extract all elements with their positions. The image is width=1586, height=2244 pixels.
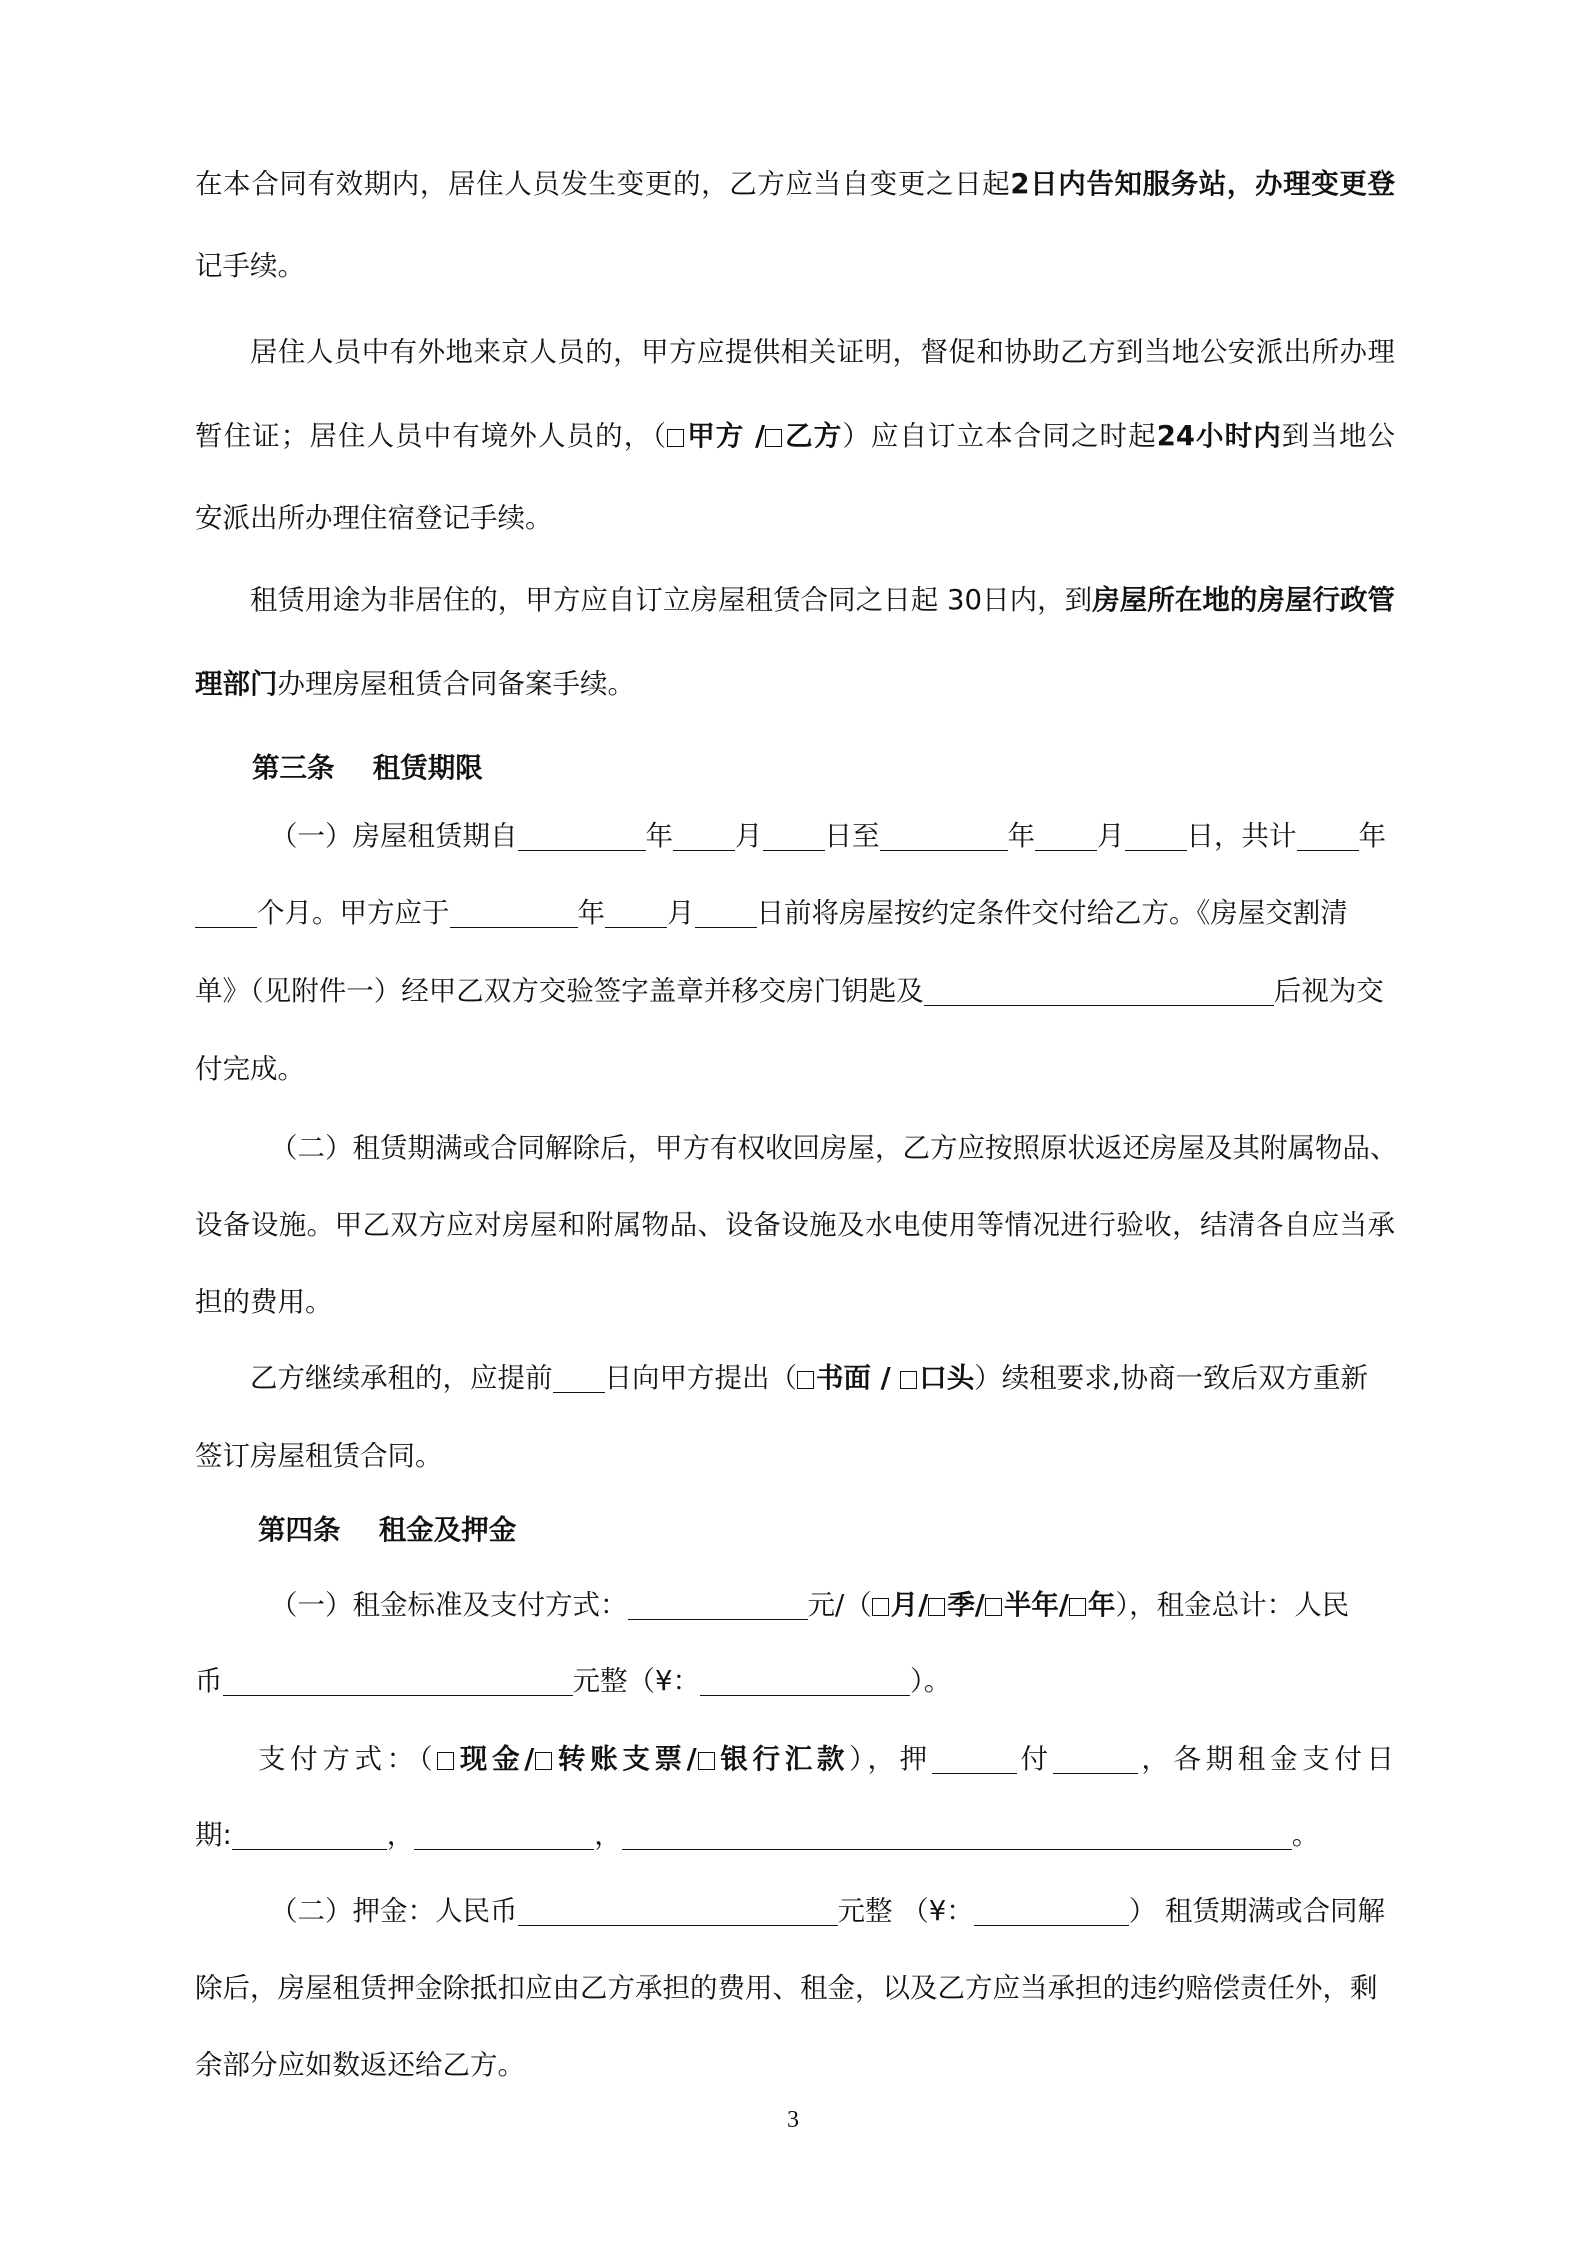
bold-text: 年 bbox=[1087, 1589, 1116, 1621]
text-span: 设备设施。甲乙双方应对房屋和附属物品、设备设施及水电使用等情况进行验收，结清各自应当承 bbox=[195, 1209, 1395, 1241]
blank-end-day[interactable] bbox=[1125, 820, 1187, 851]
blank-rent-amount[interactable] bbox=[628, 1589, 808, 1620]
text-span: 元整（¥： bbox=[572, 1665, 700, 1697]
checkbox-yearly[interactable] bbox=[1069, 1598, 1086, 1616]
text-span: 记手续。 bbox=[195, 250, 305, 282]
text-span: 月 bbox=[735, 820, 763, 852]
bold-text: 理部门 bbox=[195, 668, 278, 700]
article4-rent-line2 bbox=[195, 1663, 951, 1699]
article3-term-line3 bbox=[195, 973, 1384, 1009]
text-span: 单》（见附件一）经甲乙双方交验签字盖章并移交房门钥匙及 bbox=[195, 975, 924, 1007]
para-nonresidential-line2 bbox=[195, 666, 635, 702]
bold-text: 书面 bbox=[816, 1362, 871, 1394]
checkbox-transfer-check[interactable] bbox=[535, 1752, 552, 1770]
blank-rent-total-words[interactable] bbox=[223, 1665, 573, 1696]
renewal-line2 bbox=[195, 1438, 443, 1474]
checkbox-party-a[interactable] bbox=[667, 429, 684, 447]
text-span: ），租金总计：人民 bbox=[1115, 1589, 1350, 1621]
bold-text: 甲方 bbox=[686, 420, 745, 452]
text-span: 日至 bbox=[824, 820, 880, 852]
blank-start-day[interactable] bbox=[763, 820, 825, 851]
article4-deposit-line2 bbox=[195, 1970, 1378, 2006]
blank-end-month[interactable] bbox=[1035, 820, 1097, 851]
article3-return-line3 bbox=[195, 1284, 333, 1320]
article3-return-line2 bbox=[195, 1207, 1395, 1243]
text-span: 在本合同有效期内，居住人员发生变更的，乙方应当自变更之日起 bbox=[195, 168, 1011, 200]
text-span: 签订房屋租赁合同。 bbox=[195, 1440, 443, 1472]
text-span: 办理房屋租赁合同备案手续。 bbox=[277, 668, 635, 700]
text-span: 个月。甲方应于 bbox=[257, 897, 450, 929]
checkbox-party-b[interactable] bbox=[765, 429, 782, 447]
blank-end-year[interactable] bbox=[880, 820, 1008, 851]
text-span: 日，共计 bbox=[1186, 820, 1297, 852]
blank-payment-date-2[interactable] bbox=[414, 1819, 594, 1850]
text-span: 。 bbox=[1291, 1819, 1320, 1851]
para-nonlocal-line3 bbox=[195, 500, 553, 536]
blank-payment-date-1[interactable] bbox=[232, 1819, 387, 1850]
article3-return-line1 bbox=[270, 1130, 1398, 1166]
bold-text: / bbox=[871, 1362, 901, 1394]
blank-pay-months[interactable] bbox=[1053, 1743, 1138, 1774]
text-span: （二）押金：人民币 bbox=[270, 1895, 518, 1927]
checkbox-bank-remittance[interactable] bbox=[698, 1752, 715, 1770]
blank-handover-items[interactable] bbox=[924, 975, 1274, 1006]
blank-start-year[interactable] bbox=[518, 820, 646, 851]
para-nonresidential-line1 bbox=[250, 582, 1395, 618]
bold-text: 2日内 bbox=[1010, 168, 1087, 200]
article3-term-line2 bbox=[195, 895, 1348, 931]
checkbox-oral[interactable] bbox=[900, 1371, 917, 1389]
text-span: 到当地公 bbox=[1281, 420, 1396, 452]
text-span: ）续租要求,协商一致后双方重新 bbox=[974, 1362, 1368, 1394]
blank-delivery-month[interactable] bbox=[605, 897, 667, 928]
renewal-line1 bbox=[250, 1360, 1368, 1396]
text-span: 居住人员中有外地来京人员的，甲方应提供相关证明，督促和协助乙方到当地公安派出所办理 bbox=[250, 336, 1395, 368]
bold-text: 季/ bbox=[947, 1589, 985, 1621]
text-span: 乙方继续承租的，应提前 bbox=[250, 1362, 553, 1394]
text-span: ，各期租金支付日 bbox=[1137, 1743, 1396, 1775]
text-span: 安派出所办理住宿登记手续。 bbox=[195, 502, 553, 534]
article3-heading: 第三条 租赁期限 bbox=[252, 752, 483, 784]
checkbox-cash[interactable] bbox=[437, 1752, 454, 1770]
text-span: （一）租金标准及支付方式： bbox=[270, 1589, 628, 1621]
text-span: 余部分应如数返还给乙方。 bbox=[195, 2049, 525, 2081]
checkbox-half-year[interactable] bbox=[985, 1598, 1002, 1616]
para-nonlocal-line1 bbox=[250, 334, 1395, 370]
text-span: 付 bbox=[1016, 1743, 1053, 1775]
text-span: 除后，房屋租赁押金除抵扣应由乙方承担的费用、租金，以及乙方应当承担的违约赔偿责任外，剩 bbox=[195, 1972, 1378, 2004]
para-nonlocal-line2 bbox=[195, 418, 1395, 454]
article4-deposit-line3 bbox=[195, 2047, 525, 2083]
bold-text: 月/ bbox=[890, 1589, 929, 1621]
bold-text: 转账支票/ bbox=[554, 1743, 698, 1775]
text-span: 年 bbox=[645, 820, 673, 852]
text-span: ）。 bbox=[910, 1665, 952, 1697]
text-span: 担的费用。 bbox=[195, 1286, 333, 1318]
blank-start-month[interactable] bbox=[673, 820, 735, 851]
blank-total-months[interactable] bbox=[195, 897, 257, 928]
bold-text: 房屋所在地的房屋行政管 bbox=[1092, 584, 1396, 616]
text-span: ， bbox=[594, 1819, 622, 1851]
text-span: 支付方式：（ bbox=[258, 1743, 438, 1775]
checkbox-quarterly[interactable] bbox=[928, 1598, 945, 1616]
text-span: 付完成。 bbox=[195, 1053, 305, 1085]
blank-total-years[interactable] bbox=[1297, 820, 1359, 851]
text-span: ）应自订立本合同之时起 bbox=[842, 420, 1157, 452]
article4-rent-line1 bbox=[270, 1587, 1349, 1623]
article3-term-line4 bbox=[195, 1051, 305, 1087]
text-span: 元/（ bbox=[807, 1589, 872, 1621]
text-span: 告知服务站，办理变更登 bbox=[1086, 168, 1395, 200]
text-span: 日前将房屋按约定条件交付给乙方。《房屋交割清 bbox=[756, 897, 1348, 929]
blank-payment-date-3[interactable] bbox=[622, 1819, 1292, 1850]
article4-heading: 第四条 租金及押金 bbox=[258, 1514, 517, 1546]
text-span: 日向甲方提出（ bbox=[604, 1362, 797, 1394]
text-span: ），押 bbox=[849, 1743, 932, 1775]
text-span: 年 bbox=[577, 897, 605, 929]
text-span: 暂住证；居住人员中有境外人员的，（ bbox=[195, 420, 668, 452]
bold-text: 银行汇款 bbox=[716, 1743, 850, 1775]
blank-renew-days[interactable] bbox=[553, 1362, 605, 1393]
bold-text: 乙方 bbox=[784, 420, 843, 452]
article3-term-line1 bbox=[270, 818, 1386, 854]
bold-text: 半年/ bbox=[1003, 1589, 1069, 1621]
bold-text: 现金/ bbox=[456, 1743, 536, 1775]
blank-deposit-months[interactable] bbox=[932, 1743, 1017, 1774]
text-span: （一）房屋租赁期自 bbox=[270, 820, 518, 852]
blank-rent-total-figure[interactable] bbox=[700, 1665, 910, 1696]
text-span: 月 bbox=[1097, 820, 1125, 852]
text-span: 期: bbox=[195, 1819, 232, 1851]
text-span: ， bbox=[386, 1819, 415, 1851]
blank-delivery-day[interactable] bbox=[695, 897, 757, 928]
checkbox-monthly[interactable] bbox=[872, 1598, 889, 1616]
text-span: ） 租赁期满或合同解 bbox=[1128, 1895, 1385, 1927]
text-span: 后视为交 bbox=[1273, 975, 1384, 1007]
para-residents-change-line2 bbox=[195, 248, 305, 284]
text-span: （二）租赁期满或合同解除后，甲方有权收回房屋，乙方应按照原状返还房屋及其附属物品、 bbox=[270, 1132, 1398, 1164]
text-span: 月 bbox=[667, 897, 695, 929]
checkbox-written[interactable] bbox=[797, 1371, 814, 1389]
page-number: 3 bbox=[787, 2107, 799, 2133]
text-span: 币 bbox=[195, 1665, 223, 1697]
text-span: 租赁用途为非居住的，甲方应自订立房屋租赁合同之日起 30日内，到 bbox=[250, 584, 1093, 616]
bold-text: 24小时内 bbox=[1156, 420, 1282, 452]
text-span: 年 bbox=[1358, 820, 1386, 852]
payment-method-line2 bbox=[195, 1817, 1319, 1853]
blank-deposit-words[interactable] bbox=[518, 1895, 838, 1926]
bold-text: 口头 bbox=[919, 1362, 975, 1394]
text-span: 年 bbox=[1007, 820, 1035, 852]
para-residents-change-line1 bbox=[195, 166, 1395, 202]
payment-method-line1 bbox=[258, 1741, 1395, 1777]
article4-deposit-line1 bbox=[270, 1893, 1385, 1929]
text-span: 元整 （¥： bbox=[837, 1895, 974, 1927]
blank-deposit-figure[interactable] bbox=[974, 1895, 1129, 1926]
blank-delivery-year[interactable] bbox=[450, 897, 578, 928]
bold-text: / bbox=[744, 420, 766, 452]
